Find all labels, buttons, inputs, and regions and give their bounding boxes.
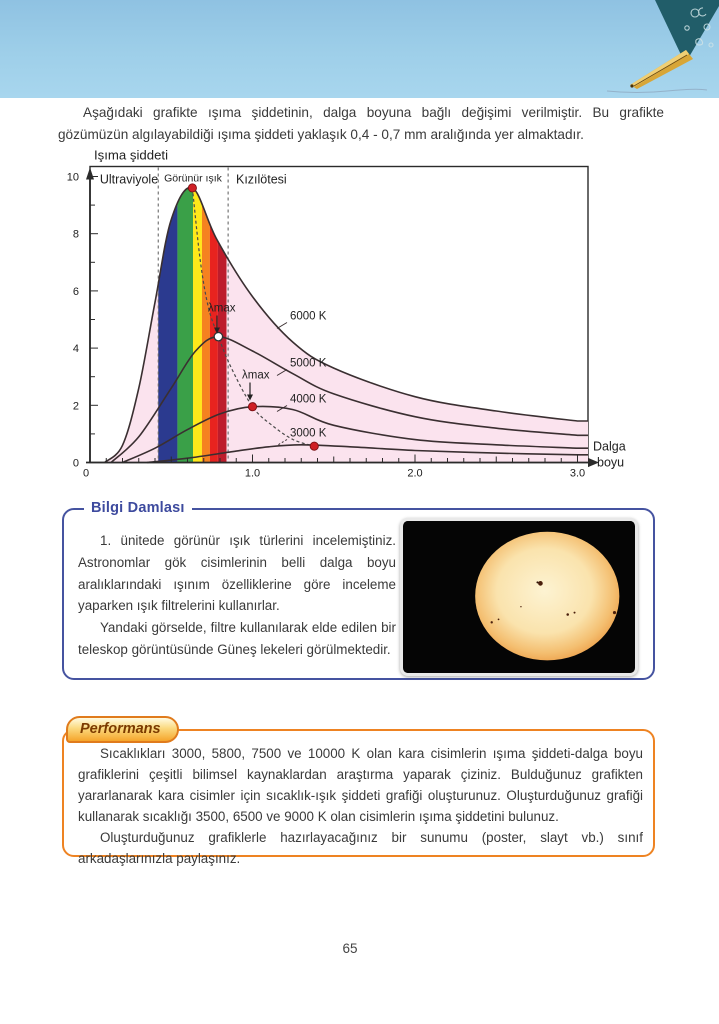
svg-text:8: 8 xyxy=(72,228,79,241)
x-axis-title-line1: Dalga xyxy=(593,439,626,454)
svg-text:4: 4 xyxy=(72,343,79,356)
svg-text:6: 6 xyxy=(72,285,79,298)
bilgi-damlasi-text xyxy=(78,530,396,661)
curve-label-6000k: 6000 K xyxy=(290,310,327,323)
pen-corner-decoration-icon xyxy=(599,0,719,100)
svg-text:3.0: 3.0 xyxy=(569,467,586,480)
x-axis-title-line2: boyu xyxy=(597,455,625,470)
curve-label-4000k: 4000 K xyxy=(290,393,327,406)
peak-marker-filled xyxy=(188,184,196,192)
performans-paragraph-1: Sıcaklıkları 3000, 5800, 7500 ve 10000 K olan kara cisimlerin ışıma şiddeti-dalga boyu grafiklerini çeşitli bilimsel kaynaklardan araştırma yaparak çiziniz. Bulduğunuz grafikten yararlanarak kara cisimler için sıcaklık-ışık şiddeti grafiği oluşturunuz. Oluşturduğunuz grafiği kullanarak sıcaklığı 3500, 6500 ve 9000 K olan cisimlerin ışıma şiddetini bulunuz. xyxy=(78,746,643,824)
region-label-visible: Görünür ışık xyxy=(164,172,222,185)
svg-text:0: 0 xyxy=(72,457,79,470)
visible-band-segment-5 xyxy=(218,167,227,463)
lambda-max-label-1: λmax xyxy=(242,369,270,382)
bilgi-damlasi-box xyxy=(62,500,655,680)
svg-text:2.0: 2.0 xyxy=(407,467,423,480)
svg-text:10: 10 xyxy=(66,171,79,184)
page-number: 65 xyxy=(342,941,358,956)
bilgi-paragraph-1: 1. ünitede görünür ışık türlerini incelemiştiniz. Astronomlar gök cisimlerinin belli dalga boyu aralıklarındaki ışınım özelliklerine göre inceleme yaparken ışık filtrelerini kullanırlar. xyxy=(78,533,396,614)
performans-tab: Performans xyxy=(66,716,179,743)
curve-label-3000k: 3000 K xyxy=(290,427,327,440)
blackbody-radiation-chart xyxy=(50,143,650,493)
intro-paragraph: Aşağıdaki grafikte ışıma şiddetinin, dalga boyuna bağlı değişimi verilmiştir. Bu grafikte gözümüzün algılayabildiği ışıma şiddeti yaklaşık 0,4 - 0,7 mm aralığında yer almaktadır. xyxy=(58,105,664,142)
y-axis-title: Işıma şiddeti xyxy=(94,147,169,163)
svg-text:0: 0 xyxy=(82,467,90,480)
lambda-max-label-0: λmax xyxy=(208,302,236,315)
visible-band-segment-1 xyxy=(177,167,193,463)
performans-paragraph-2: Oluşturduğunuz grafiklerle hazırlayacağınız bir sunumu (poster, slayt vb.) sınıf arkadaşlarınızla paylaşınız. xyxy=(78,830,643,866)
region-label-uv: Ultraviyole xyxy=(99,172,159,187)
bilgi-paragraph-2: Yandaki görselde, filtre kullanılarak elde edilen bir teleskop görüntüsünde Güneş lekeleri görülmektedir. xyxy=(78,620,396,657)
svg-text:1.0: 1.0 xyxy=(244,467,261,480)
y-axis-arrow xyxy=(86,168,94,180)
svg-text:2: 2 xyxy=(72,400,79,413)
performans-text xyxy=(78,743,643,869)
sun-telescope-image xyxy=(400,518,638,676)
pen-nib-icon xyxy=(630,50,693,89)
peak-marker-filled xyxy=(310,442,318,450)
bilgi-damlasi-title: Bilgi Damlası xyxy=(84,500,192,516)
sun-disc xyxy=(475,532,619,661)
blackbody-chart-svg xyxy=(50,143,650,493)
region-label-ir: Kızılötesi xyxy=(236,172,287,187)
performans-box xyxy=(62,721,655,866)
curve-label-5000k: 5000 K xyxy=(290,357,327,370)
peak-marker-filled xyxy=(248,403,256,411)
peak-marker-open xyxy=(214,332,222,340)
